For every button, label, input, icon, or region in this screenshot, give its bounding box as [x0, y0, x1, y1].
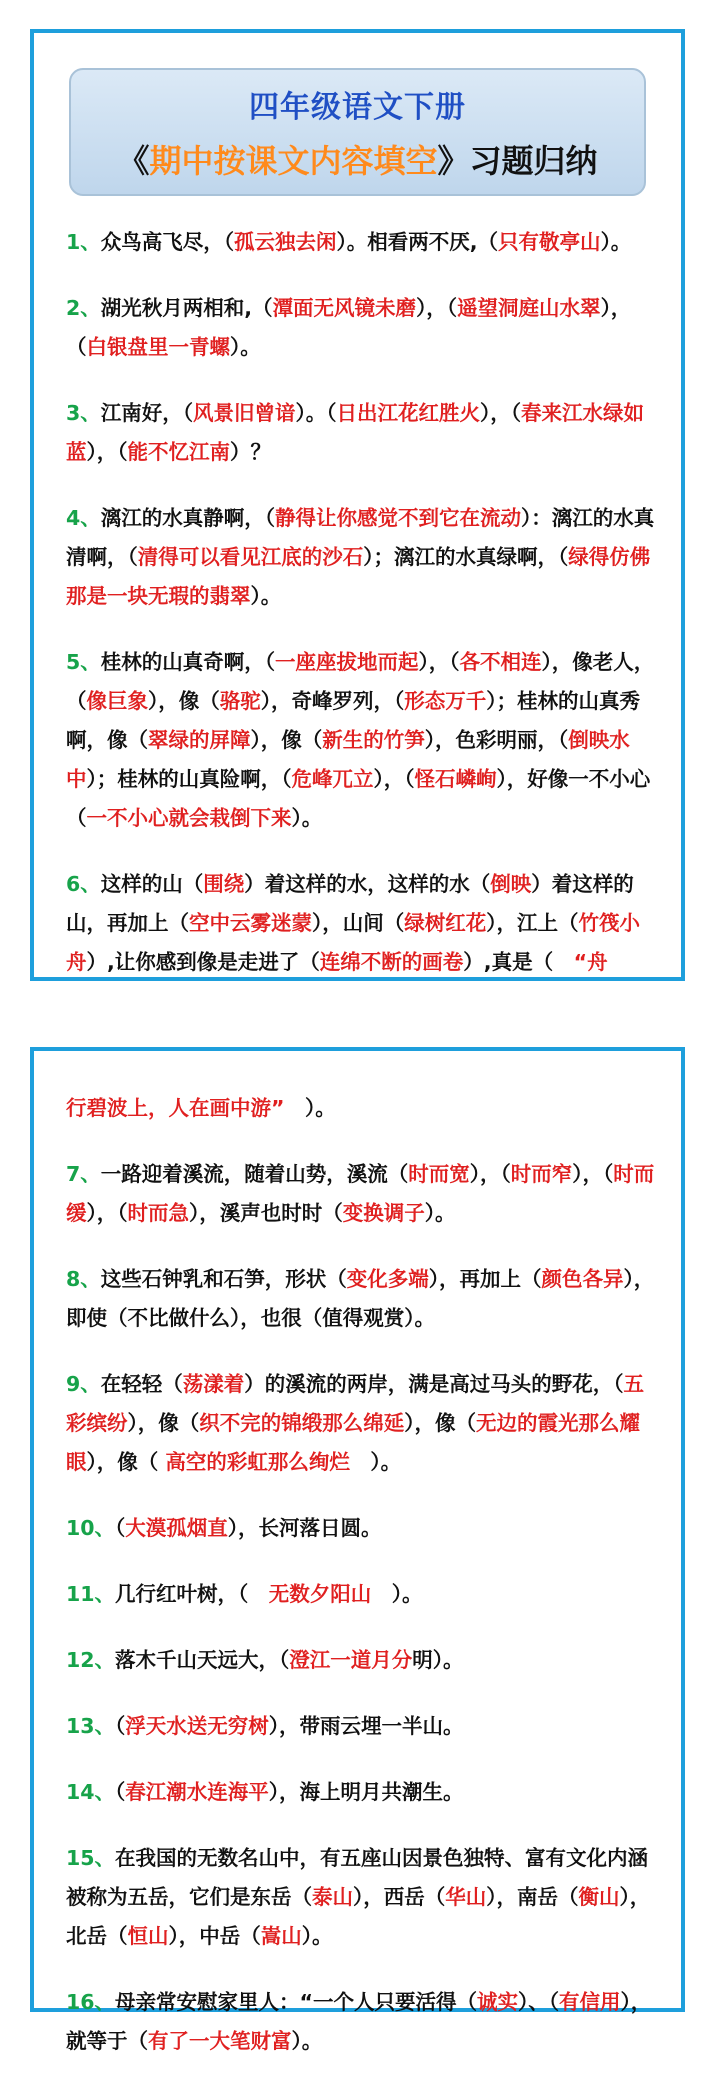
- answer-text: 遥望洞庭山水翠: [457, 296, 601, 320]
- question-item: [66, 1509, 657, 1548]
- question-text: ）。: [349, 1450, 402, 1474]
- answer-text: 五彩缤纷: [66, 1372, 645, 1435]
- answer-text: 一座座拔地而起: [275, 650, 419, 674]
- question-text: 湖光秋月两相和,（: [100, 296, 273, 320]
- question-text: ）、（: [518, 1990, 560, 2014]
- question-text: ）。: [291, 2029, 323, 2053]
- question-text: ）。: [250, 584, 282, 608]
- question-number: 2、: [66, 296, 101, 320]
- question-item: [66, 1839, 657, 1956]
- question-text: 母亲常安慰家里人：“一个人只要活得（: [115, 1990, 478, 2014]
- answer-text: 变化多端: [346, 1267, 429, 1291]
- question-number: 8、: [66, 1267, 101, 1291]
- answer-text: 春来江水绿如蓝: [66, 401, 645, 464]
- question-number: 9、: [66, 1372, 101, 1396]
- answer-text: 危峰兀立: [291, 767, 374, 791]
- question-text: ），南岳（: [486, 1885, 579, 1909]
- answer-text: 恒山: [127, 1924, 169, 1948]
- question-text: 这些石钟乳和石笋，形状（: [100, 1267, 347, 1291]
- worksheet-card-2: [30, 1047, 685, 2053]
- answer-text: 竹筏小舟: [66, 911, 640, 974]
- question-text: ）,真是（: [463, 950, 574, 974]
- question-text: ）。: [291, 806, 323, 830]
- question-text: ）。: [424, 1201, 456, 1225]
- title-grade: 四年级语文下册: [249, 90, 466, 125]
- answer-text: 时而窄: [510, 1162, 573, 1186]
- question-text: ）。相看两不厌,（: [336, 230, 499, 254]
- question-text: ）着这样的山，再加上（: [66, 872, 634, 935]
- answer-text: 泰山: [312, 1885, 353, 1909]
- question-text: ），奇峰罗列，（: [260, 689, 405, 713]
- answer-text: 清得可以看见江底的沙石: [137, 545, 364, 569]
- answer-text: 围绕: [203, 872, 245, 896]
- question-text: ），（: [416, 296, 458, 320]
- answer-text: 华山: [445, 1885, 487, 1909]
- question-text: ）。（: [295, 401, 337, 425]
- answer-text: 诚实: [477, 1990, 519, 2014]
- question-text: ）。: [284, 1096, 336, 1120]
- question-number: 11、: [66, 1582, 116, 1606]
- question-text: 落木千山天远大，（: [115, 1648, 290, 1672]
- answer-text: 有信用: [559, 1990, 621, 2014]
- question-text: ），北岳（: [66, 1885, 651, 1948]
- answer-text: 空中云雾迷蒙: [189, 911, 312, 935]
- answer-text: 静得让你感觉不到它在流动: [275, 506, 522, 530]
- question-text: ），像（: [250, 728, 323, 752]
- answer-text: 连绵不断的画卷: [319, 950, 464, 974]
- answer-text: 无边的霞光那么耀眼: [66, 1411, 640, 1474]
- question-text: ），（: [469, 1162, 511, 1186]
- answer-text: 日出江花红胜火: [336, 401, 481, 425]
- answer-text: 像巨象: [86, 689, 148, 713]
- answer-text: 变换调子: [342, 1201, 425, 1225]
- question-text: ），海上明月共潮生。: [268, 1780, 464, 1804]
- answer-text: 澄江一道月分: [289, 1648, 413, 1672]
- title-open-bracket: 《: [117, 142, 150, 180]
- question-text: ），再加上（: [428, 1267, 542, 1291]
- answer-text: 潭面无风镜未磨: [272, 296, 417, 320]
- answer-text: 颜色各异: [541, 1267, 624, 1291]
- answer-text: 春江潮水连海平: [125, 1780, 269, 1804]
- question-text: ）？: [230, 440, 271, 464]
- question-item: [66, 1089, 657, 1128]
- question-number: 10、: [66, 1516, 116, 1540]
- question-text: ），像（: [148, 689, 220, 713]
- question-text: （: [115, 1780, 126, 1804]
- questions-list-1: [66, 223, 657, 1009]
- question-item: [66, 499, 657, 616]
- question-item: [66, 1707, 657, 1746]
- question-text: ），好像一不小心（: [66, 767, 651, 830]
- question-text: ），溪声也时时（: [189, 1201, 343, 1225]
- question-text: ），（: [572, 1162, 614, 1186]
- answer-text: 怪石嶙峋: [414, 767, 497, 791]
- answer-text: 倒映: [490, 872, 532, 896]
- answer-text: 无数夕阳山: [268, 1582, 372, 1606]
- question-text: 众鸟高飞尽，（: [100, 230, 235, 254]
- answer-text: 倒映水中: [66, 728, 630, 791]
- question-text: ），西岳（: [353, 1885, 446, 1909]
- question-text: ），（: [418, 650, 460, 674]
- answer-text: 孤云独去闲: [234, 230, 337, 254]
- question-text: ）。: [600, 230, 632, 254]
- answer-text: 绿树红花: [404, 911, 487, 935]
- question-item: [66, 1983, 657, 2061]
- answer-text: 翠绿的屏障: [148, 728, 251, 752]
- question-text: ），（: [86, 1201, 128, 1225]
- question-text: ），就等于（: [66, 1990, 652, 2053]
- question-text: 在轻轻（: [100, 1372, 183, 1396]
- answer-text: 浮天水送无穷树: [125, 1714, 269, 1738]
- question-text: 漓江的水真静啊，（: [100, 506, 276, 530]
- question-text: ）的溪流的两岸，满是高过马头的野花，（: [244, 1372, 624, 1396]
- question-text: 明）。: [412, 1648, 464, 1672]
- question-text: ）,让你感到像是走进了（: [86, 950, 320, 974]
- question-item: [66, 1773, 657, 1812]
- question-text: ），像（: [404, 1411, 476, 1435]
- question-text: ），长河落日圆。: [227, 1516, 382, 1540]
- question-text: ），像老人，（: [66, 650, 655, 713]
- answer-text: 各不相连: [459, 650, 542, 674]
- question-text: ）。: [371, 1582, 423, 1606]
- question-item: [66, 1641, 657, 1680]
- answer-text: 能不忆江南: [127, 440, 230, 464]
- question-item: [66, 1155, 657, 1233]
- question-text: ），（: [66, 296, 632, 359]
- question-text: （: [115, 1714, 126, 1738]
- answer-text: 时而宽: [408, 1162, 470, 1186]
- answer-text: 时而急: [127, 1201, 189, 1225]
- question-text: ），江上（: [486, 911, 579, 935]
- question-number: 12、: [66, 1648, 116, 1672]
- title-highlight: 期中按课文内容填空: [149, 142, 438, 180]
- answer-text: 荡漾着: [182, 1372, 245, 1396]
- answer-text: 新生的竹笋: [322, 728, 425, 752]
- question-number: 15、: [66, 1846, 116, 1870]
- question-text: ）；桂林的山真险啊，（: [86, 767, 292, 791]
- question-text: ）着这样的水，这样的水（: [244, 872, 491, 896]
- question-text: ），（: [373, 767, 415, 791]
- question-text: 在我国的无数名山中，有五座山因景色独特、富有文化内涵被称为五岳，它们是东岳（: [66, 1846, 649, 1909]
- question-item: [66, 289, 657, 367]
- answer-text: 绿得仿佛那是一块无瑕的翡翠: [66, 545, 651, 608]
- answer-text: 只有敬亭山: [498, 230, 601, 254]
- question-text: ），中岳（: [168, 1924, 261, 1948]
- title-subtitle: [71, 136, 644, 182]
- answer-text: 织不完的锦缎那么绵延: [199, 1411, 405, 1435]
- question-number: 7、: [66, 1162, 101, 1186]
- question-number: 6、: [66, 872, 101, 896]
- question-text: ），（: [480, 401, 522, 425]
- question-text: ），像（: [127, 1411, 200, 1435]
- question-number: 14、: [66, 1780, 116, 1804]
- questions-list-2: [66, 1089, 657, 2088]
- question-text: ）。: [230, 335, 261, 359]
- question-text: 江南好，（: [100, 401, 194, 425]
- answer-text: 有了一大笔财富: [148, 2029, 292, 2053]
- question-text: （: [115, 1516, 126, 1540]
- answer-text: 高空的彩虹那么绚烂: [165, 1450, 350, 1474]
- question-item: [66, 643, 657, 838]
- answer-text: 白银盘里一青螺: [86, 335, 230, 359]
- worksheet-card-1: [30, 29, 685, 981]
- answer-text: 行碧波上，人在画中游”: [66, 1096, 285, 1120]
- question-text: ），山间（: [312, 911, 405, 935]
- question-item: [66, 223, 657, 262]
- question-text: ）：漓江的水真清啊，（: [66, 506, 655, 569]
- question-text: ），色彩明丽，（: [424, 728, 569, 752]
- question-item: [66, 865, 657, 982]
- question-text: 桂林的山真奇啊，（: [100, 650, 276, 674]
- answer-text: “舟: [573, 950, 608, 974]
- question-text: 这样的山（: [100, 872, 204, 896]
- question-item: [66, 1365, 657, 1482]
- question-number: 16、: [66, 1990, 116, 2014]
- question-number: 4、: [66, 506, 101, 530]
- question-text: 几行红叶树，（: [115, 1582, 269, 1606]
- question-text: ）；漓江的水真绿啊，（: [363, 545, 569, 569]
- title-close-bracket: 》习题归纳: [437, 142, 598, 180]
- question-text: ）；桂林的山真秀啊，像（: [66, 689, 640, 752]
- question-item: [66, 1260, 657, 1338]
- question-item: [66, 1575, 657, 1614]
- question-number: 13、: [66, 1714, 116, 1738]
- answer-text: 一不小心就会栽倒下来: [86, 806, 292, 830]
- answer-text: 风景旧曾谙: [193, 401, 296, 425]
- question-number: 1、: [66, 230, 101, 254]
- question-text: ）。: [301, 1924, 333, 1948]
- answer-text: 形态万千: [404, 689, 487, 713]
- question-number: 3、: [66, 401, 101, 425]
- question-number: 5、: [66, 650, 101, 674]
- answer-text: 衡山: [578, 1885, 620, 1909]
- answer-text: 时而缓: [66, 1162, 655, 1225]
- question-text: 一路迎着溪流，随着山势，溪流（: [100, 1162, 409, 1186]
- answer-text: 骆驼: [219, 689, 261, 713]
- question-text: ），即使（不比做什么），也很（值得观赏）。: [66, 1267, 655, 1330]
- question-item: [66, 394, 657, 472]
- title-banner: [69, 68, 646, 196]
- answer-text: 嵩山: [260, 1924, 302, 1948]
- answer-text: 大漠孤烟直: [125, 1516, 228, 1540]
- question-text: ），带雨云埋一半山。: [268, 1714, 464, 1738]
- question-text: ），（: [86, 440, 128, 464]
- question-text: ），像（: [86, 1450, 166, 1474]
